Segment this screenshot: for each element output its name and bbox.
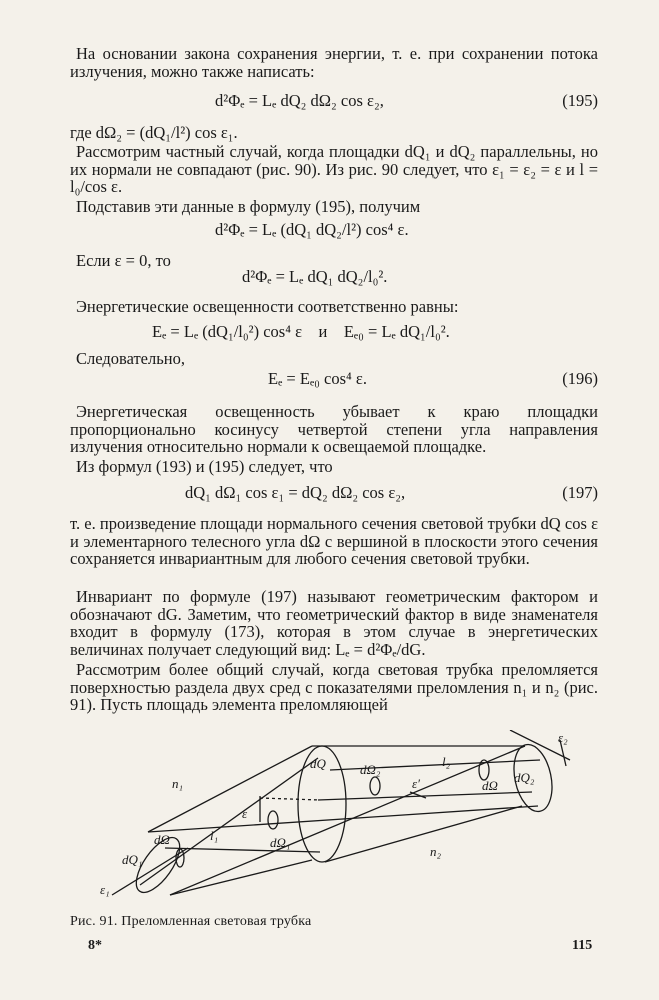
label-epsilon1: ε₁ [100,882,110,897]
normal-mid [260,798,320,800]
label-l1: l₁ [210,828,219,843]
label-dOmega1: dΩ₁ [270,835,291,850]
paragraph-9: Из формул (193) и (195) следует, что [76,457,333,476]
paragraph-7: Следовательно, [76,349,185,368]
equation-195-number: (195) [562,91,598,110]
small-ellipse-b [268,811,278,829]
small-ellipse-c [370,777,380,795]
equation-substituted-body: d²Φₑ = Lₑ (dQ₁ dQ₂/l²) cos⁴ ε. [215,220,409,239]
equation-197-body: dQ₁ dΩ₁ cos ε₁ = dQ₂ dΩ₂ cos ε₂, [185,483,406,502]
paragraph-3: Рассмотрим частный случай, когда площадки dQ₁ и dQ₂ параллельны, но их нормали не совпадают (рис. 90). Из рис. 90 следует, что ε₁ = ε₂ = ε и l = l₀/cos ε. [70,142,598,196]
paragraph-10: т. е. произведение площади нормального сечения световой трубки dQ cos ε и элементарного телесного угла dΩ с вершиной в плоскости этого сечения сохраняется инвариантным для любого сечения световой трубки. [70,514,598,568]
equation-197-number: (197) [562,483,598,502]
equation-196-body: Eₑ = Eₑ₀ cos⁴ ε. [268,369,367,388]
figure-91-diagram [70,730,598,910]
label-epsilon: ε [242,806,248,821]
signature-mark: 8* [88,938,102,953]
paragraph-2: где dΩ₂ = (dQ₁/l²) cos ε₁. [70,123,238,142]
paragraph-1: На основании закона сохранения энергии, т. е. при сохранении потока излучения, можно также написать: [70,44,598,81]
page-number: 115 [572,938,593,953]
label-n2: n₂ [430,844,442,859]
paragraph-11: Инвариант по формуле (197) называют геометрическим фактором и обозначают dG. Заметим, что геометрический фактор в виде знаменателя входит в формулу (173), которая в этом случае в энергетических величинах получает следующий вид: Lₑ = d²Φₑ/dG. [70,587,598,659]
label-dQ1: dQ₁ [122,852,143,867]
paragraph-12: Рассмотрим более общий случай, когда световая трубка преломляется поверхностью раздела двух сред с показателями преломления n₁ и n₂ (рис. 91). Пусть площадь элемента преломляющей [70,660,598,714]
label-dOmega2: dΩ₂ [360,762,381,777]
ray-1 [148,806,538,832]
paragraph-8: Энергетическая освещенность убывает к краю площадки пропорционально косинусу четвертой степени угла направления излучения относительно нормали к освещаемой площадке. [70,402,598,456]
label-dOmega: dΩ [154,832,170,847]
paragraph-5: Если ε = 0, то [76,251,171,270]
label-dQ: dQ [310,756,326,771]
equation-epsilon-zero-body: d²Φₑ = Lₑ dQ₁ dQ₂/l₀². [242,267,388,286]
label-dQ2: dQ₂ [514,770,535,785]
paragraph-6: Энергетические освещенности соответственно равны: [76,297,459,316]
label-epsilon-prime: ε′ [412,776,420,791]
equation-illuminance-body: Eₑ = Lₑ (dQ₁/l₀²) cos⁴ ε и Eₑ₀ = Lₑ dQ₁/l₀². [152,322,450,341]
ray-6 [318,792,532,800]
label-n1: n₁ [172,776,184,791]
tube-edge-bottom-right [325,806,522,862]
label-l2: l₂ [442,754,451,769]
label-dOmega-right: dΩ [482,778,498,793]
paragraph-4: Подставив эти данные в формулу (195), получим [76,197,421,216]
equation-195-body: d²Φₑ = Lₑ dQ₂ dΩ₂ cos ε₂, [215,91,384,110]
label-epsilon2: ε₂ [558,730,568,745]
figure-caption: Рис. 91. Преломленная световая трубка [70,914,312,929]
equation-196-number: (196) [562,369,598,388]
